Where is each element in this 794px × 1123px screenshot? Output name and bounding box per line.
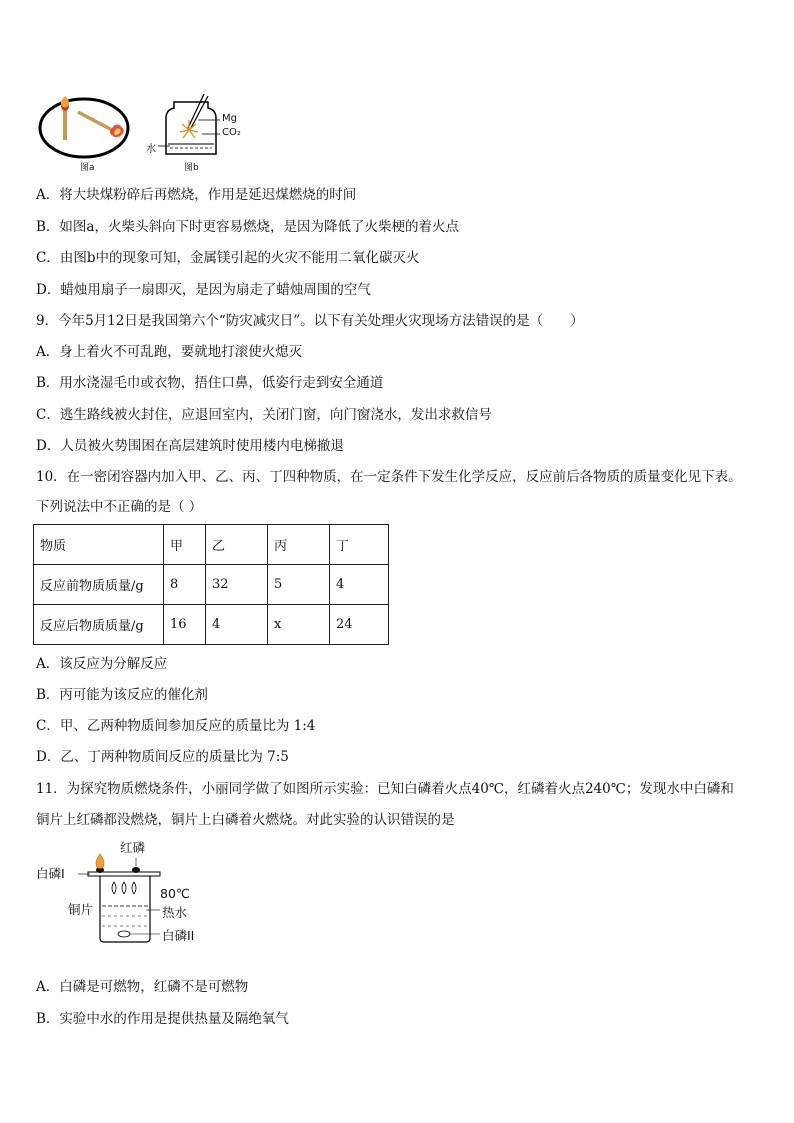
table-header-cell: 丁 xyxy=(330,525,389,565)
q9-option-b: B．用水浇湿毛巾或衣物，捂住口鼻，低姿行走到安全通道 xyxy=(36,375,384,391)
q10-stem-line2: 下列说法中不正确的是（ ） xyxy=(36,499,203,515)
q8-option-a: A．将大块煤粉碎后再燃烧，作用是延迟煤燃烧的时间 xyxy=(36,187,357,203)
q11-stem-line1: 11．为探究物质燃烧条件，小丽同学做了如图所示实验：已知白磷着火点40℃，红磷着火点240℃；发现水中白磷和 xyxy=(36,781,734,797)
q11-option-b: B．实验中水的作用是提供热量及隔绝氧气 xyxy=(36,1011,289,1027)
table-header-cell: 乙 xyxy=(206,525,268,565)
q11-stem-line2: 铜片上红磷都没燃烧，铜片上白磷着火燃烧。对此实验的认识错误的是 xyxy=(36,812,455,828)
label-white-phosphorus-2: 白磷ⅠⅠ xyxy=(162,928,195,943)
table-cell: 24 xyxy=(330,605,389,645)
label-temperature: 80℃ xyxy=(160,886,190,901)
q10-stem-line1: 10．在一密闭容器内加入甲、乙、丙、丁四种物质，在一定条件下发生化学反应，反应前后各物质的质量变化见下表。 xyxy=(36,469,742,485)
figure-b-caption: 图b xyxy=(184,163,199,173)
table-cell: 5 xyxy=(268,565,330,605)
q9-stem: 9．今年5月12日是我国第六个“防灾减灾日”。以下有关处理火灾现场方法错误的是（ ） xyxy=(36,313,584,329)
label-hot-water: 热水 xyxy=(162,905,188,920)
figure-b-label-water: 水 xyxy=(146,144,156,155)
q10-option-d: D．乙、丁两种物质间反应的质量比为 7:5 xyxy=(36,749,289,765)
table-cell: x xyxy=(268,605,330,645)
table-header-row xyxy=(34,525,389,565)
q8-option-b: B．如图a，火柴头斜向下时更容易燃烧，是因为降低了火柴梗的着火点 xyxy=(36,219,459,235)
figure-b-label-mg: Mg xyxy=(222,113,237,124)
figure-b-label-co2: CO₂ xyxy=(222,127,241,138)
mass-table xyxy=(33,524,389,645)
label-white-phosphorus-1: 白磷Ⅰ xyxy=(36,866,65,881)
table-cell: 4 xyxy=(206,605,268,645)
table-cell: 32 xyxy=(206,565,268,605)
q11-option-a: A．白磷是可燃物，红磷不是可燃物 xyxy=(36,979,249,995)
q9-option-c: C．逃生路线被火封住，应退回室内，关闭门窗，向门窗浇水，发出求救信号 xyxy=(36,407,492,423)
q9-option-a: A．身上着火不可乱跑，要就地打滚使火熄灭 xyxy=(36,344,303,360)
table-header-cell: 甲 xyxy=(164,525,206,565)
table-header-cell: 物质 xyxy=(34,525,164,565)
figure-a-caption: 图a xyxy=(80,163,95,173)
q9-option-d: D．人员被火势围困在高层建筑时使用楼内电梯撤退 xyxy=(36,438,344,454)
q8-option-c: C．由图b中的现象可知，金属镁引起的火灾不能用二氧化碳灭火 xyxy=(36,250,420,266)
table-row xyxy=(34,605,389,645)
table-header-cell: 丙 xyxy=(268,525,330,565)
table-cell: 4 xyxy=(330,565,389,605)
table-cell: 16 xyxy=(164,605,206,645)
q10-option-c: C．甲、乙两种物质间参加反应的质量比为 1:4 xyxy=(36,718,316,734)
table-cell: 反应后物质质量/g xyxy=(34,605,164,645)
q8-option-d: D．蜡烛用扇子一扇即灭，是因为扇走了蜡烛周围的空气 xyxy=(36,282,371,298)
table-cell: 反应前物质质量/g xyxy=(34,565,164,605)
label-copper-plate: 铜片 xyxy=(68,902,94,917)
table-cell: 8 xyxy=(164,565,206,605)
label-red-phosphorus: 红磷 xyxy=(120,840,146,855)
q10-option-a: A．该反应为分解反应 xyxy=(36,656,168,672)
table-row xyxy=(34,565,389,605)
q10-option-b: B．丙可能为该反应的催化剂 xyxy=(36,687,208,703)
